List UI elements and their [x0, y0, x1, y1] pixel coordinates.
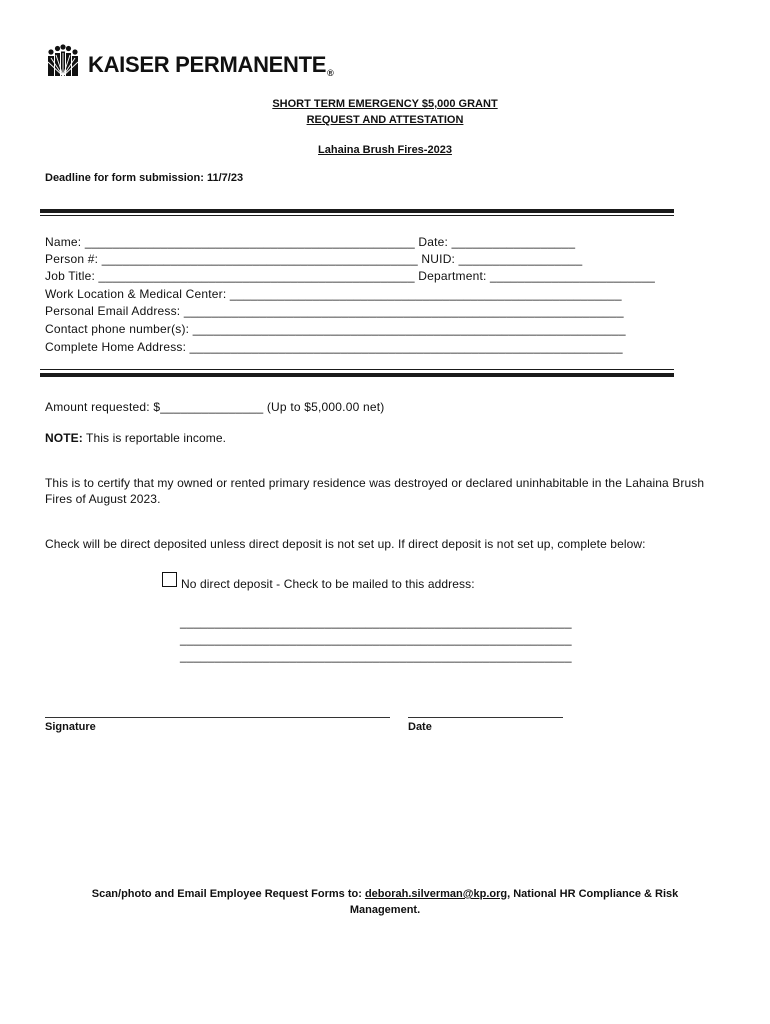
title-line-2: REQUEST AND ATTESTATION	[306, 114, 464, 126]
contact-phone-field[interactable]: Contact phone number(s): _______________________________________________________________	[45, 322, 626, 336]
footer-line-1	[0, 886, 770, 902]
kaiser-permanente-logo	[44, 44, 334, 85]
kp-people-icon	[44, 44, 82, 85]
divider-top-thin	[40, 215, 674, 216]
no-direct-deposit-checkbox[interactable]	[162, 572, 177, 587]
home-address-field[interactable]: Complete Home Address: _______________________________________________________________	[45, 340, 623, 354]
divider-middle	[40, 373, 674, 377]
reportable-note	[45, 430, 226, 446]
name-date-field[interactable]: Name: ________________________________________________ Date: __________________	[45, 235, 576, 249]
note-label: NOTE:	[45, 431, 83, 445]
mailing-address-line-1[interactable]: _________________________________________________________	[180, 615, 572, 629]
mailing-address-line-3[interactable]: _________________________________________________________	[180, 649, 572, 663]
footer-instructions	[0, 886, 770, 918]
direct-deposit-text: Check will be direct deposited unless direct deposit is not set up. If direct deposit is not set up, complete below:	[45, 537, 646, 551]
date-line[interactable]	[408, 717, 563, 718]
signature-line[interactable]	[45, 717, 390, 718]
title-line-1: SHORT TERM EMERGENCY $5,000 GRANT	[272, 98, 498, 110]
deadline-text: Deadline for form submission: 11/7/23	[45, 172, 244, 184]
personal-email-field[interactable]: Personal Email Address: ________________________________________________________________	[45, 304, 624, 318]
work-location-field[interactable]: Work Location & Medical Center: _________________________________________________________	[45, 287, 622, 301]
signature-label: Signature	[45, 721, 96, 733]
form-title	[0, 96, 770, 128]
divider-top	[40, 209, 674, 213]
mailing-address-line-2[interactable]: _________________________________________________________	[180, 632, 572, 646]
amount-requested-field[interactable]: Amount requested: $_______________ (Up to $5,000.00 net)	[45, 400, 385, 414]
job-department-field[interactable]: Job Title: ______________________________________________ Department: ________________________	[45, 269, 656, 283]
form-subtitle: Lahaina Brush Fires-2023	[318, 144, 452, 156]
footer-prefix: Scan/photo and Email Employee Request Forms to:	[91, 888, 365, 900]
certification-text: This is to certify that my owned or rented primary residence was destroyed or declared uninhabitable in the Lahaina Brush Fires of August 2023.	[45, 476, 705, 506]
footer-line-2: Management.	[349, 904, 421, 916]
email-link[interactable]: deborah.silverman@kp.org	[364, 888, 508, 900]
divider-middle-thin	[40, 369, 674, 370]
no-direct-deposit-label: No direct deposit - Check to be mailed to this address:	[181, 577, 475, 591]
person-nuid-field[interactable]: Person #: ______________________________________________ NUID: __________________	[45, 252, 583, 266]
footer-suffix: , National HR Compliance & Risk	[507, 888, 679, 900]
logo-wordmark: KAISER PERMANENTE®	[88, 51, 334, 78]
note-text: This is reportable income.	[82, 431, 227, 445]
date-label: Date	[408, 721, 432, 733]
